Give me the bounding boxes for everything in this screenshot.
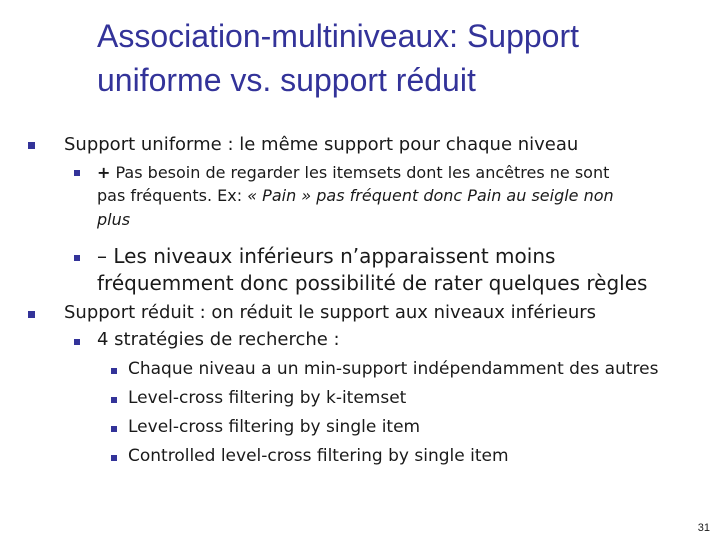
bullet-strategies: 4 stratégies de recherche : (97, 329, 340, 350)
page-number: 31 (697, 522, 710, 534)
bullet-plus-line-3: plus (97, 210, 131, 229)
bullet-square-icon (74, 255, 80, 261)
slide-title-line-1: Association-multiniveaux: Support (97, 18, 580, 54)
bullet-square-icon (28, 142, 35, 149)
bullet-uniform-support: Support uniforme : le même support pour chaque niveau (64, 134, 579, 155)
bullet-plus-line-1 (97, 161, 609, 185)
strategy-item: Controlled level-cross filtering by single item (128, 446, 509, 466)
bullet-square-icon (111, 426, 117, 432)
bullet-square-icon (111, 397, 117, 403)
slide-title (97, 14, 697, 102)
strategy-item: Level-cross filtering by single item (128, 417, 421, 437)
plus-sign: + (97, 163, 111, 182)
bullet-square-icon (111, 455, 117, 461)
plus-text-1: Pas besoin de regarder les itemsets dont les ancêtres ne sont (115, 163, 610, 182)
plus-example-italic: « Pain » pas fréquent donc Pain au seigle non (247, 186, 614, 205)
bullet-minus-line-1: – Les niveaux inférieurs n’apparaissent moins (97, 244, 556, 268)
plus-text-2: pas fréquents. Ex: (97, 186, 248, 205)
bullet-square-icon (74, 339, 80, 345)
bullet-square-icon (111, 368, 117, 374)
bullet-square-icon (74, 170, 80, 176)
bullet-plus-line-2 (97, 184, 614, 208)
bullet-reduced-support: Support réduit : on réduit le support aux niveaux inférieurs (64, 302, 597, 323)
strategy-item: Chaque niveau a un min-support indépendamment des autres (128, 359, 659, 379)
strategy-item: Level-cross filtering by k-itemset (128, 388, 407, 408)
bullet-minus-line-2: fréquemment donc possibilité de rater quelques règles (97, 271, 648, 295)
slide-title-line-2: uniforme vs. support réduit (97, 62, 476, 98)
bullet-square-icon (28, 311, 35, 318)
